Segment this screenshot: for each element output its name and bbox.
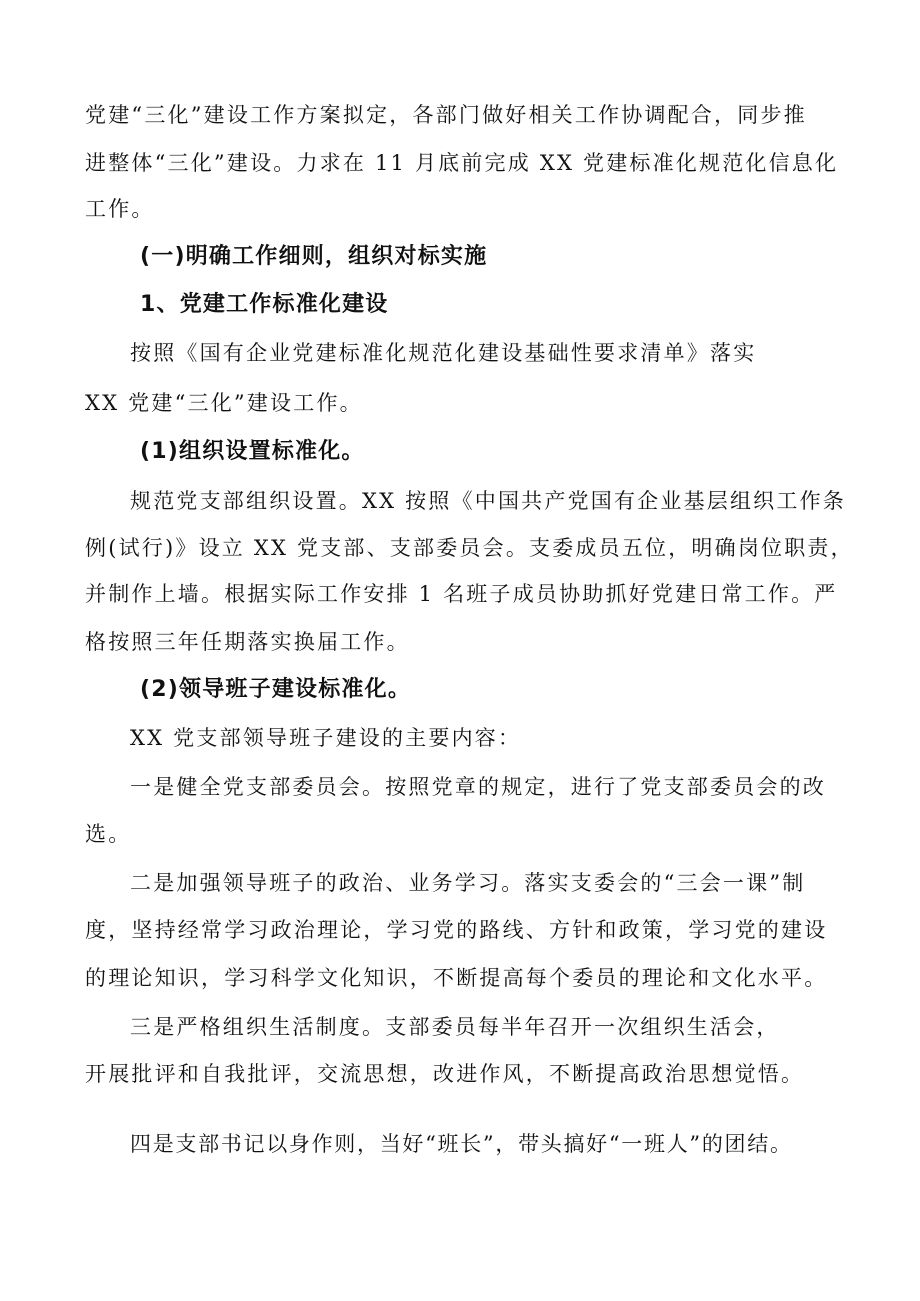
body-line: 按照《国有企业党建标准化规范化建设基础性要求清单》落实 — [130, 341, 757, 365]
body-line: 开展批评和自我批评，交流思想，改进作风，不断提高政治思想觉悟。 — [85, 1062, 805, 1086]
item-heading: (2)领导班子建设标准化。 — [140, 677, 412, 702]
body-line: 选。 — [85, 822, 132, 846]
body-line: 格按照三年任期落实换届工作。 — [85, 630, 410, 654]
body-line: 二是加强领导班子的政治、业务学习。落实支委会的“三会一课”制 — [130, 871, 806, 895]
body-line: 工作。 — [85, 197, 155, 221]
body-line: 进整体“三化”建设。力求在 11 月底前完成 XX 党建标准化规范化信息化 — [85, 151, 839, 175]
body-line: 并制作上墙。根据实际工作安排 1 名班子成员协助抓好党建日常工作。严 — [85, 582, 838, 606]
body-line: 四是支部书记以身作则，当好“班长”，带头搞好“一班人”的团结。 — [130, 1132, 793, 1156]
body-line: 的理论知识，学习科学文化知识，不断提高每个委员的理论和文化水平。 — [85, 966, 828, 990]
body-line: 规范党支部组织设置。XX 按照《中国共产党国有企业基层组织工作条 — [130, 489, 846, 513]
body-line: 三是严格组织生活制度。支部委员每半年召开一次组织生活会， — [130, 1015, 780, 1039]
item-heading: (1)组织设置标准化。 — [140, 439, 365, 464]
body-line: XX 党支部领导班子建设的主要内容： — [130, 726, 522, 750]
body-line: 一是健全党支部委员会。按照党章的规定，进行了党支部委员会的改 — [130, 775, 826, 799]
body-line: XX 党建“三化”建设工作。 — [85, 391, 363, 415]
section-heading: (一)明确工作细则，组织对标实施 — [140, 244, 488, 269]
body-line: 度，坚持经常学习政治理论，学习党的路线、方针和政策，学习党的建设 — [85, 918, 828, 942]
body-line: 党建“三化”建设工作方案拟定，各部门做好相关工作协调配合，同步推 — [85, 103, 807, 127]
subsection-heading: 1、党建工作标准化建设 — [140, 292, 389, 317]
body-line: 例(试行)》设立 XX 党支部、支部委员会。支委成员五位，明确岗位职责， — [85, 536, 854, 560]
